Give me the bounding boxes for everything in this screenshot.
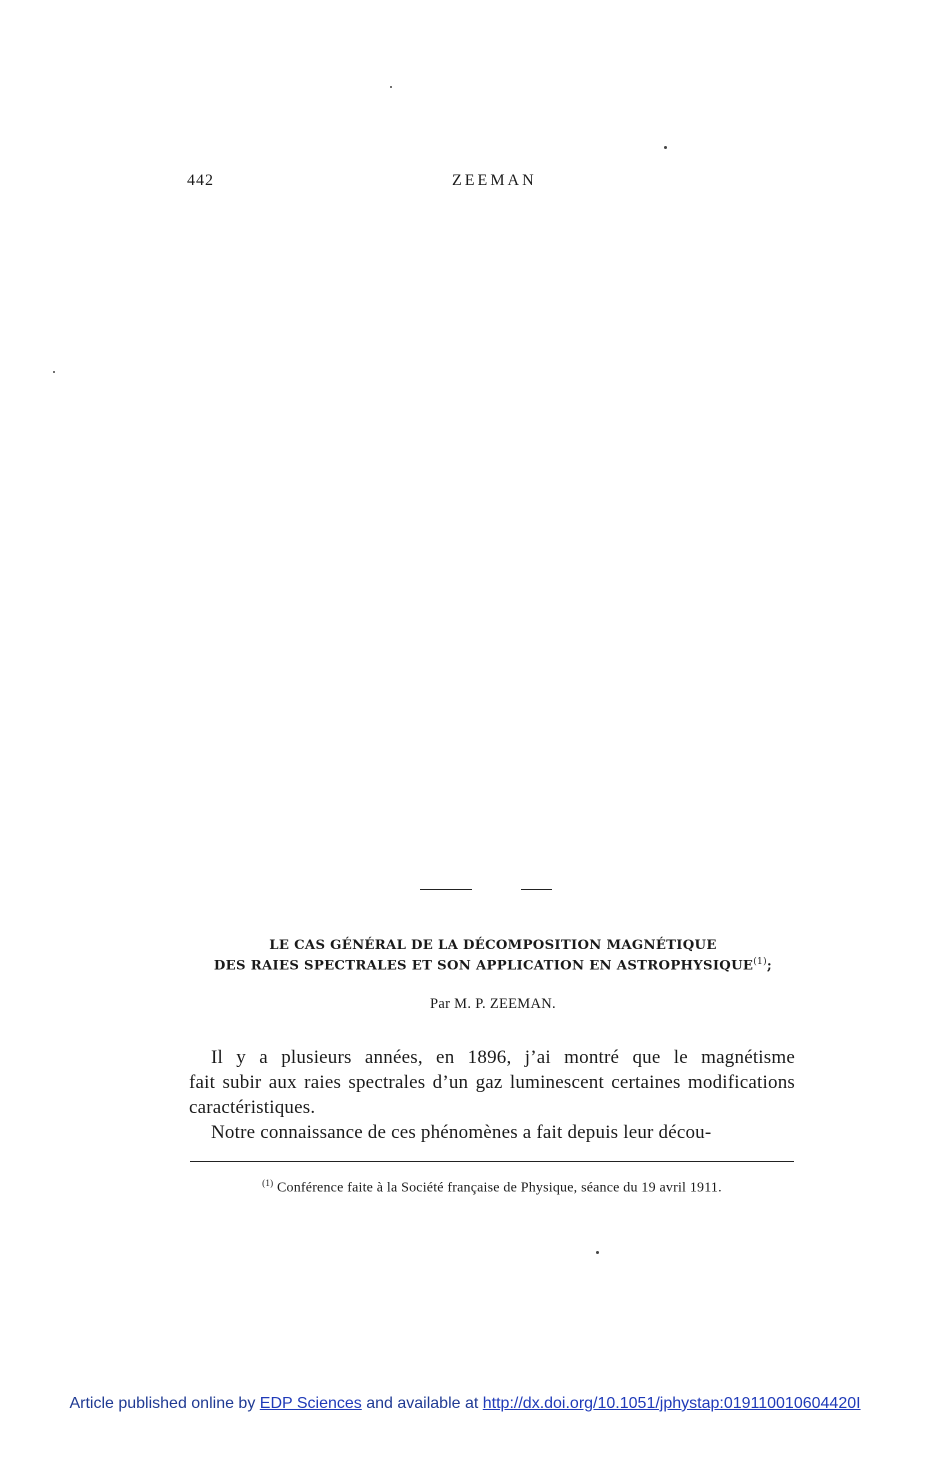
article-title-line-2	[150, 957, 836, 973]
body-text	[189, 1045, 795, 1145]
publisher-line	[0, 1395, 930, 1413]
scan-speck	[390, 86, 392, 88]
publisher-prefix: Article published online by	[69, 1395, 256, 1412]
publisher-link[interactable]: EDP Sciences	[259, 1395, 362, 1412]
title-footnote-marker: (1)	[753, 957, 767, 967]
footnote-text: Conférence faite à la Société française de Physique, séance du 19 avril 1911.	[276, 1180, 722, 1196]
section-separator-rule	[420, 889, 472, 890]
scan-speck	[53, 371, 55, 373]
section-separator-rule	[521, 889, 552, 890]
scan-speck	[596, 1251, 599, 1254]
article-title-text: DES RAIES SPECTRALES ET SON APPLICATION EN ASTROPHYSIQUE	[213, 958, 754, 974]
paragraph-1-continuation: fait subir aux raies spectrales d’un gaz luminescent certaines modifications caractéristiques.	[189, 1072, 795, 1118]
footnote-rule	[190, 1161, 794, 1162]
scan-speck	[664, 146, 667, 149]
paragraph-1-line-1: Il y a plusieurs années, en 1896, j’ai montré que le magnétisme	[211, 1047, 795, 1068]
paragraph-2: Notre connaissance de ces phénomènes a fait depuis leur décou-	[211, 1122, 712, 1143]
doi-link[interactable]: http://dx.doi.org/10.1051/jphystap:019110010604420I	[482, 1395, 861, 1412]
running-head: ZEEMAN	[452, 172, 537, 189]
publisher-middle: and available at	[366, 1395, 479, 1412]
title-end-punctuation: ;	[766, 958, 773, 974]
article-title-line-1: LE CAS GÉNÉRAL DE LA DÉCOMPOSITION MAGNÉTIQUE	[269, 938, 717, 953]
footnote-marker: (1)	[262, 1178, 274, 1188]
byline: Par M. P. ZEEMAN.	[430, 996, 556, 1012]
footnote	[190, 1178, 794, 1197]
page-number: 442	[187, 172, 214, 189]
